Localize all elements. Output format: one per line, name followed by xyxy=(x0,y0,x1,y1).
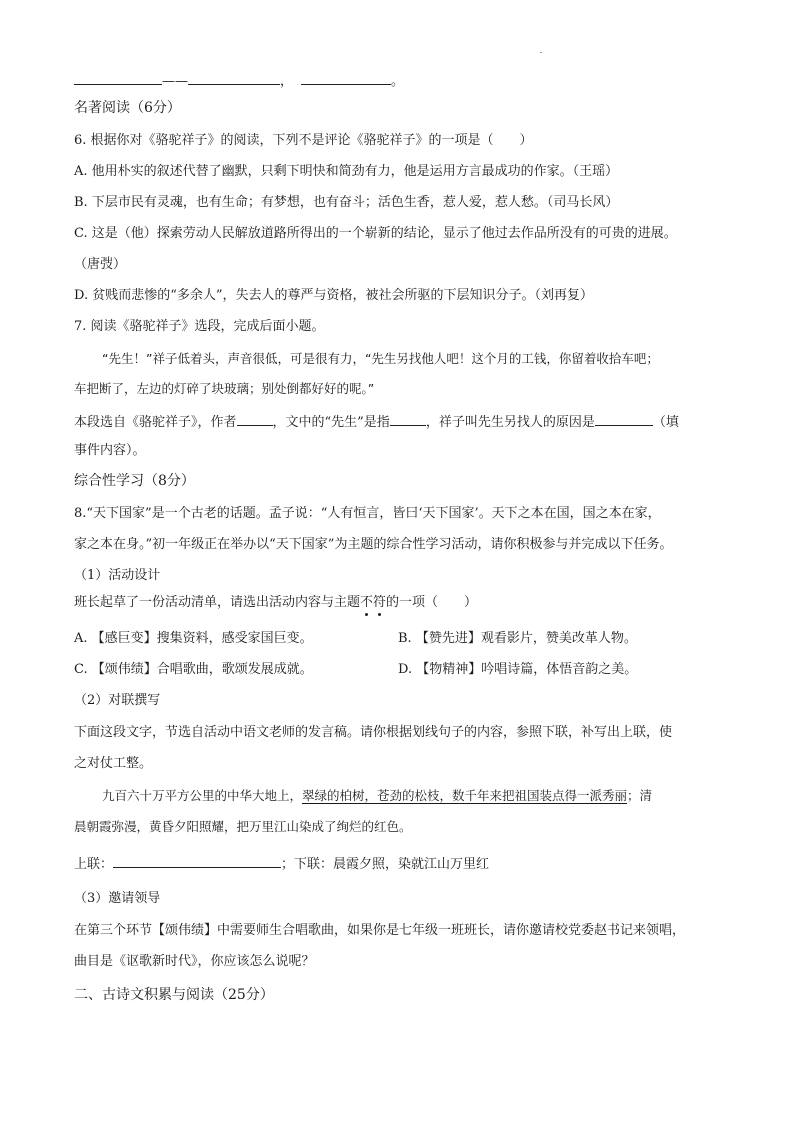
ask-text: ，祥子叫先生另找人的原因是 xyxy=(425,415,595,430)
couplet-down: ；下联：晨霞夕照，染就江山万里红 xyxy=(281,857,490,872)
part-1-question-text: 班长起草了一份活动清单，请选出活动内容与主题 xyxy=(74,595,361,610)
question-7-ask-line-2: 事件内容）。 xyxy=(74,443,146,458)
couplet-up-label: 上联： xyxy=(74,857,114,872)
emphasis-char: 不 xyxy=(360,595,374,610)
question-6-option-b: B. 下层市民有灵魂，也有生命；有梦想，也有奋斗；活色生香，惹人爱，惹人愁。（司马长风） xyxy=(74,195,619,210)
ask-text: （填 xyxy=(652,415,679,430)
ask-text: 本段选自《骆驼祥子》，作者 xyxy=(74,415,237,430)
part-1-question xyxy=(74,594,477,612)
question-7-ask xyxy=(74,411,679,432)
excerpt-line-1: “先生！”祥子低着头，声音很低，可是很有力，“先生另找他人吧！这个月的工钱，你留着收拾车吧； xyxy=(102,351,659,366)
section-title-classic: 二、古诗文积累与阅读（25分） xyxy=(74,987,274,1003)
option-c: C. 【颂伟绩】合唱歌曲，歌颂发展成就。 xyxy=(74,662,313,677)
part-3-prompt-1: 在第三个环节【颂伟绩】中需要师生合唱歌曲，如果你是七年级一班班长，请你邀请校党委赵书记来领唱， xyxy=(74,923,686,938)
question-6-option-c-source: （唐弢） xyxy=(74,257,127,272)
option-b: B. 【赞先进】观看影片，赞美改革人物。 xyxy=(398,631,637,646)
question-6-stem: 6. 根据你对《骆驼祥子》的阅读，下列不是评论《骆驼祥子》的一项是（ ） xyxy=(74,133,533,148)
option-d: D. 【物精神】吟唱诗篇，体悟音韵之美。 xyxy=(398,662,638,677)
ask-text: ，文中的“先生”是指 xyxy=(272,415,390,430)
question-8-stem-2: 家之本在身。”初一年级正在举办以“天下国家”为主题的综合性学习活动，请你积极参与并完成以下任务。 xyxy=(74,537,673,552)
emphasis-char: 符 xyxy=(373,595,387,610)
answer-blank-reason[interactable] xyxy=(595,411,653,426)
part-1-question-text: 的一项（ ） xyxy=(386,595,478,610)
part-2-title: （2）对联撰写 xyxy=(74,693,161,708)
option-row-1 xyxy=(74,630,313,648)
part-2-instruction-2: 之对仗工整。 xyxy=(74,756,153,771)
question-6-option-a: A. 他用朴实的叙述代替了幽默，只剩下明快和简劲有力，他是运用方言最成功的作家。（王瑶） xyxy=(74,164,619,179)
period: 。 xyxy=(391,74,405,89)
fill-blank-line xyxy=(74,70,404,91)
part-1-title: （1）活动设计 xyxy=(74,568,161,583)
underlined-sentence: 翠绿的柏树，苍劲的松枝，数千年来把祖国装点得一派秀丽 xyxy=(302,788,628,803)
section-title-reading: 名著阅读（6分） xyxy=(74,100,181,116)
couplet-line xyxy=(74,853,489,874)
answer-blank[interactable] xyxy=(74,70,162,85)
answer-blank[interactable] xyxy=(301,70,391,85)
scan-speck xyxy=(540,52,542,53)
part-2-instruction-1: 下面这段文字，节选自活动中语文老师的发言稿。请你根据划线句子的内容，参照下联，补写出上联，使 xyxy=(74,725,673,740)
speech-line-2: 晨朝霞弥漫，黄昏夕阳照耀，把万里江山染成了绚烂的红色。 xyxy=(74,819,412,834)
question-7-stem: 7. 阅读《骆驼祥子》选段，完成后面小题。 xyxy=(74,319,325,334)
part-3-prompt-2: 曲目是《讴歌新时代》，你应该怎么说呢？ xyxy=(74,954,315,969)
answer-blank-teacher[interactable] xyxy=(390,411,426,426)
question-8-stem-1: 8.“天下国家”是一个古老的话题。孟子说：“人有恒言，皆曰‘天下国家’。天下之本在国，国之本在家， xyxy=(74,506,661,521)
excerpt-line-2: 车把断了，左边的灯碎了块玻璃；别处倒都好好的呢。” xyxy=(74,381,375,396)
speech-text: ；清 xyxy=(627,788,653,803)
question-6-option-c: C. 这是（他）探索劳动人民解放道路所得出的一个崭新的结论，显示了他过去作品所没有的可贵的进展。 xyxy=(74,226,677,241)
speech-line-1 xyxy=(102,787,652,805)
answer-blank-author[interactable] xyxy=(237,411,273,426)
option-a: A. 【感巨变】搜集资料，感受家国巨变。 xyxy=(74,631,313,646)
section-title-study: 综合性学习（8分） xyxy=(74,473,195,489)
comma: ， xyxy=(280,74,294,89)
answer-blank-couplet[interactable] xyxy=(113,853,281,868)
question-6-option-d: D. 贫贱而悲惨的“多余人”，失去人的尊严与资格，被社会所驱的下层知识分子。（刘再复） xyxy=(74,288,594,303)
speech-text: 九百六十万平方公里的中华大地上， xyxy=(102,788,303,803)
dash: —— xyxy=(162,74,188,89)
answer-blank[interactable] xyxy=(188,70,280,85)
part-3-title: （3）邀请领导 xyxy=(74,891,161,906)
